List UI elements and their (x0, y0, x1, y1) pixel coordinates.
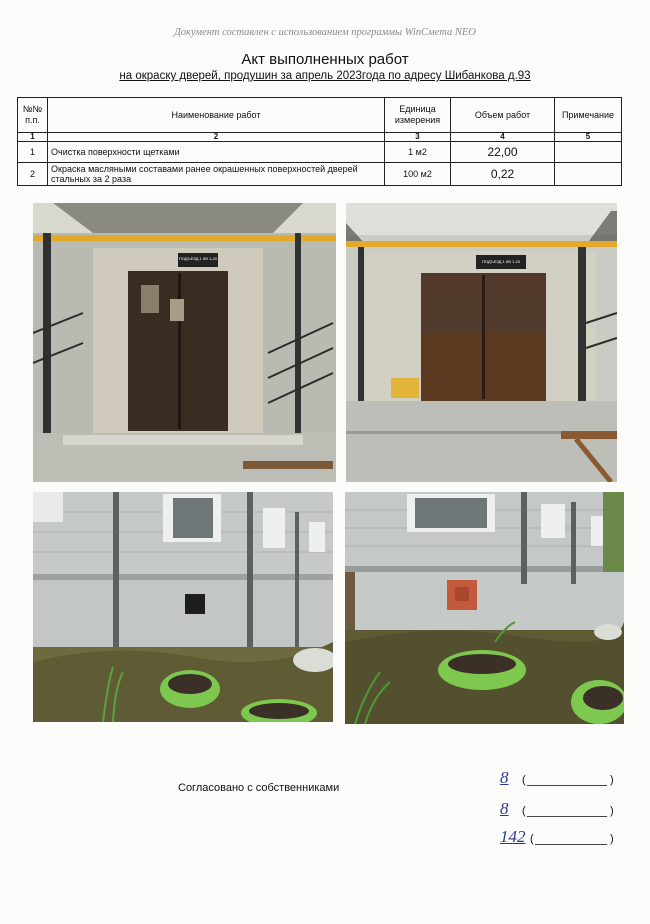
signature-mark: 8 (500, 799, 509, 818)
row-volume: 0,22 (451, 163, 555, 186)
header-num: №№ п.п. (18, 98, 48, 133)
row-name: Очистка поверхности щетками (48, 142, 385, 163)
paren-open: ( (530, 833, 534, 845)
header-volume: Объем работ (451, 98, 555, 133)
photo-vent-before (33, 492, 333, 722)
subtitle-text: на окраску дверей, продушин за апрель 2023года по адресу Шибанкова д.93 (119, 70, 531, 82)
photo-door-before (33, 203, 336, 482)
row-note (555, 142, 622, 163)
entrance-sign: ПОДЪЕЗД 1 КВ 1-20 (481, 259, 521, 264)
paren-close: ) (610, 774, 614, 786)
row-note (555, 163, 622, 186)
paren-close: ) (610, 833, 614, 845)
row-name: Окраска масляными составами ранее окрашенных поверхностей дверей стальных за 2 раза (48, 163, 385, 186)
photo-door-after (346, 203, 617, 482)
row-num: 1 (18, 142, 48, 163)
signature-line (500, 829, 620, 851)
document-subtitle (0, 70, 650, 82)
header-unit: Единица измерения (385, 98, 451, 133)
column-number: 1 (18, 133, 48, 142)
works-table (17, 97, 622, 186)
row-num: 2 (18, 163, 48, 186)
table-header-row (18, 98, 622, 133)
paren-close: ) (610, 805, 614, 817)
entrance-sign: ПОДЪЕЗД 1 КВ 1-20 (178, 256, 218, 261)
column-number: 2 (48, 133, 385, 142)
column-number: 4 (451, 133, 555, 142)
header-name: Наименование работ (48, 98, 385, 133)
signature-underline (527, 785, 607, 786)
column-number-row (18, 133, 622, 142)
table-row (18, 163, 622, 186)
signature-underline (527, 816, 607, 817)
row-volume: 22,00 (451, 142, 555, 163)
row-unit: 100 м2 (385, 163, 451, 186)
header-note: Примечание (555, 98, 622, 133)
document-title: Акт выполненных работ (241, 51, 409, 68)
table-row (18, 142, 622, 163)
signature-line (500, 770, 620, 792)
column-number: 5 (555, 133, 622, 142)
photo-vent-after (345, 492, 624, 724)
paren-open: ( (522, 805, 526, 817)
signature-mark: 8 (500, 768, 509, 787)
agreed-label: Согласовано с собственниками (178, 782, 340, 794)
column-number: 3 (385, 133, 451, 142)
signature-mark: 142 (500, 827, 526, 846)
signature-underline (535, 844, 607, 845)
header-note: Документ составлен с использованием программы WinСмета NEO (174, 27, 476, 38)
paren-open: ( (522, 774, 526, 786)
row-unit: 1 м2 (385, 142, 451, 163)
signature-line (500, 801, 620, 823)
